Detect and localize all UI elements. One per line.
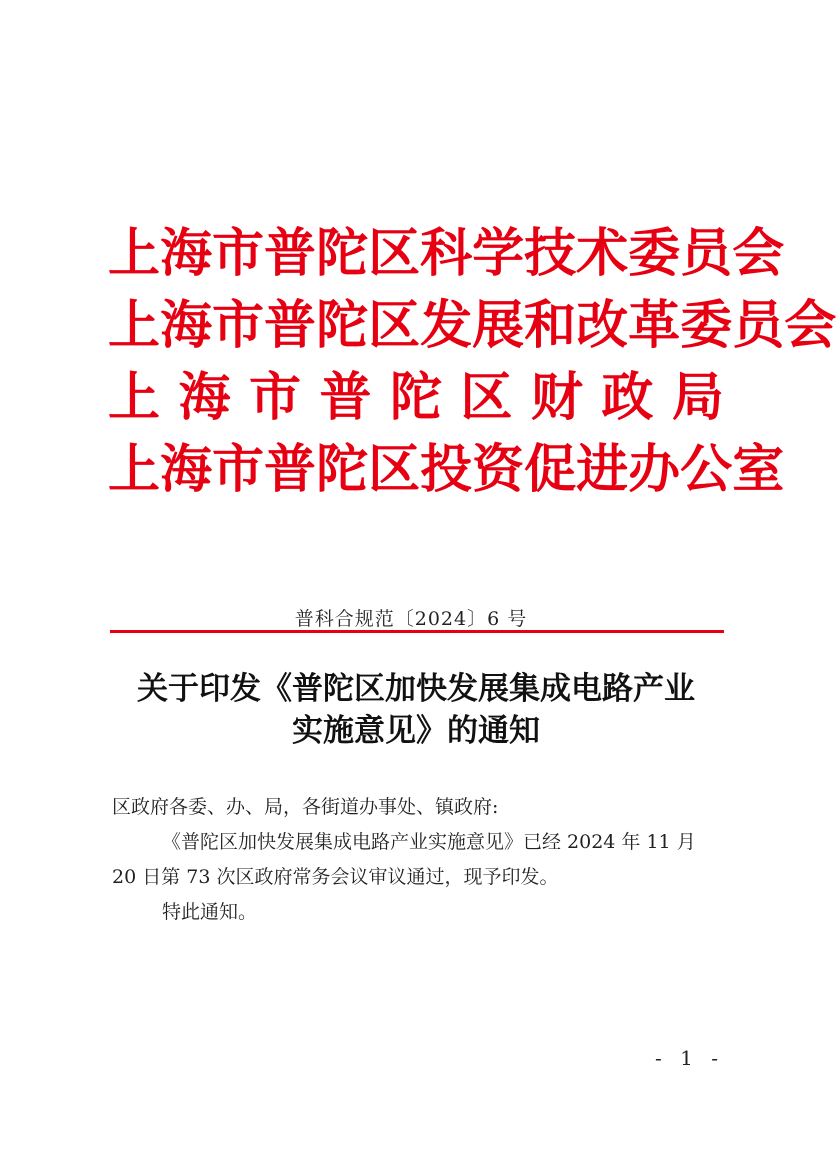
issuer-line (108, 218, 785, 290)
document-title (90, 668, 742, 752)
issuer-char: 陀 (316, 295, 369, 356)
issuer-char: 室 (732, 439, 785, 500)
issuer-line (108, 362, 724, 434)
issuer-char: 公 (680, 439, 733, 500)
red-separator-line (110, 630, 724, 633)
issuer-char: 上 (108, 367, 161, 428)
issuer-char: 革 (628, 295, 681, 356)
document-body (112, 790, 724, 930)
issuer-char: 资 (472, 439, 525, 500)
issuer-char: 上 (108, 223, 161, 284)
issuer-char: 政 (601, 367, 654, 428)
issuer-char: 上 (108, 295, 161, 356)
issuer-char: 促 (524, 439, 577, 500)
document-number: 普科合规范〔2024〕6 号 (294, 608, 528, 630)
issuer-char: 海 (178, 367, 231, 428)
issuer-char: 办 (628, 439, 681, 500)
issuer-char: 区 (368, 439, 421, 500)
issuer-char: 进 (576, 439, 629, 500)
issuer-char: 会 (732, 223, 785, 284)
issuer-char: 上 (108, 439, 161, 500)
issuer-char: 术 (576, 223, 629, 284)
issuer-char: 技 (524, 223, 577, 284)
issuer-char: 科 (420, 223, 473, 284)
issuer-char: 和 (524, 295, 577, 356)
issuer-char: 投 (420, 439, 473, 500)
title-line-1: 关于印发《普陀区加快发展集成电路产业 (137, 671, 695, 707)
issuer-char: 普 (319, 367, 372, 428)
issuer-char: 陀 (389, 367, 442, 428)
issuer-char: 海 (160, 295, 213, 356)
salutation: 区政府各委、办、局，各街道办事处、镇政府: (112, 796, 499, 818)
issuer-char: 市 (212, 439, 265, 500)
body-paragraph: 《普陀区加快发展集成电路产业实施意见》已经 2024 年 11 月 20 日第 73 次区政府常务会议审议通过，现予印发。 (112, 831, 696, 888)
issuer-char: 财 (530, 367, 583, 428)
issuer-char: 局 (671, 367, 724, 428)
issuer-char: 海 (160, 223, 213, 284)
issuer-char: 海 (160, 439, 213, 500)
issuer-char: 学 (472, 223, 525, 284)
title-line-2: 实施意见》的通知 (292, 713, 540, 749)
issuer-char: 普 (264, 295, 317, 356)
page-number: - 1 - (655, 1046, 724, 1070)
issuer-char: 展 (472, 295, 525, 356)
issuer-char: 员 (732, 295, 785, 356)
issuer-char: 员 (680, 223, 733, 284)
issuer-char: 发 (420, 295, 473, 356)
issuer-char: 市 (212, 295, 265, 356)
issuer-char: 市 (212, 223, 265, 284)
issuer-char: 陀 (316, 439, 369, 500)
issuer-char: 改 (576, 295, 629, 356)
issuing-authorities (108, 218, 836, 506)
issuer-char: 区 (460, 367, 513, 428)
issuer-char: 普 (264, 223, 317, 284)
issuer-line (108, 290, 836, 362)
issuer-char: 陀 (316, 223, 369, 284)
issuer-char: 委 (680, 295, 733, 356)
issuer-char: 区 (368, 295, 421, 356)
issuer-char: 区 (368, 223, 421, 284)
closing-remark: 特此通知。 (162, 901, 258, 923)
issuer-char: 市 (248, 367, 301, 428)
issuer-char: 会 (784, 295, 836, 356)
issuer-char: 委 (628, 223, 681, 284)
issuer-line (108, 434, 785, 506)
issuer-char: 普 (264, 439, 317, 500)
